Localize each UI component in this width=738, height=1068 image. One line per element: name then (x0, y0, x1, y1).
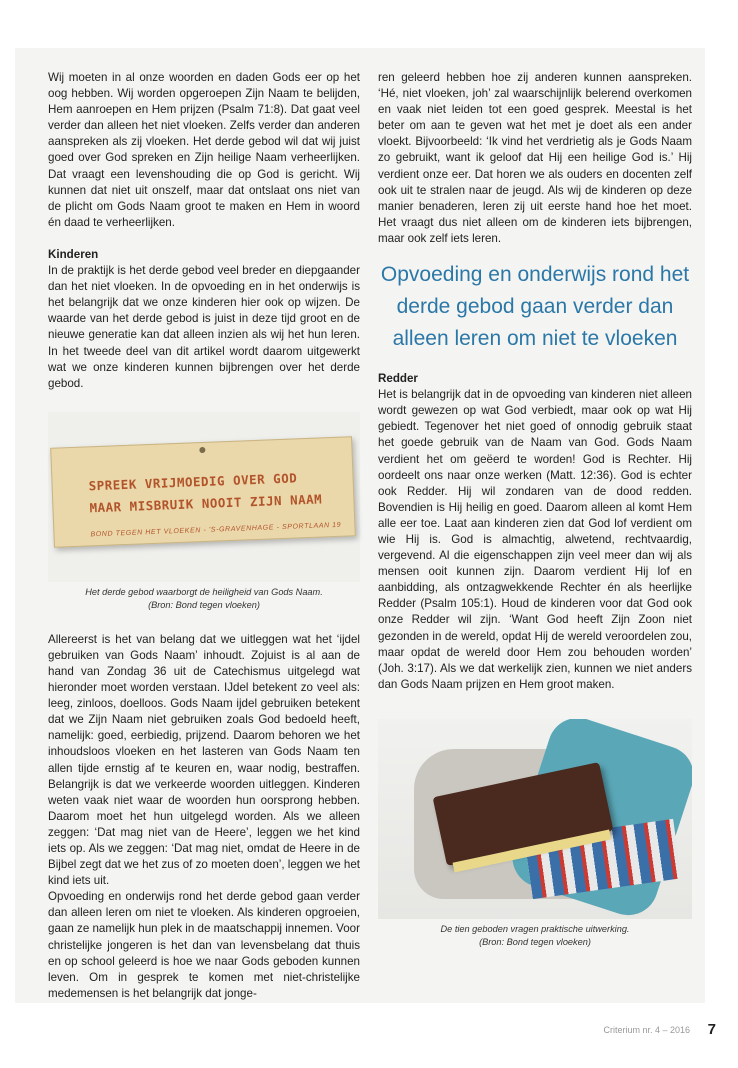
right-column (378, 70, 692, 949)
sign-line-2: MAAR MISBRUIK NOOIT ZIJN NAAM (89, 491, 323, 516)
opvoeding-paragraph: Opvoeding en onderwijs rond het derde gebod gaan verder dan alleen leren om niet te vloeken. Als kinderen opgroeien, gaan ze namelijk hun plek in de maatschappij innemen. Voor christelijke jongeren is het dan van levensbelang dat thuis en op school geleerd is hoe we naar Gods geboden kunnen leven. Om in gesprek te komen met niet-christelijke medemensen is het belangrijk dat jonge- (48, 890, 360, 1000)
kinderen-paragraph: In de praktijk is het derde gebod veel breder en diepgaander dan het niet vloeken. In de opvoeding en in het onderwijs is het belangrijk dat we onze kinderen hier ook op wijzen. De waarde van het derde gebod is juist in deze tijd groot en de nieuwe generatie kan dat alleen inzien als wij het hun leren. In het tweede deel van dit artikel wordt daarom uitgewerkt wat we onze kinderen kunnen bijbrengen over het derde gebod. (48, 264, 360, 390)
left-column (48, 70, 360, 1002)
bible-caption-line-2: (Bron: Bond tegen vloeken) (479, 936, 591, 947)
sign-hole (199, 447, 205, 453)
footer-journal: Criterium nr. 4 – 2016 (603, 1025, 690, 1035)
page-number: 7 (707, 1021, 716, 1038)
heading-kinderen: Kinderen (48, 247, 99, 261)
sign-caption-line-2: (Bron: Bond tegen vloeken) (148, 599, 260, 610)
pull-quote: Opvoeding en onderwijs rond het derde gebod gaan verder dan alleen leren om niet te vloeken (380, 263, 690, 351)
bible-photo (378, 719, 692, 919)
heading-redder: Redder (378, 372, 418, 386)
sign-board (50, 436, 356, 548)
continuation-paragraph: ren geleerd hebben hoe zij anderen kunnen aanspreken. ‘Hé, niet vloeken, joh’ zal waarschijnlijk belerend overkomen en vaak niet leiden tot een goed gesprek. Meestal is het beter om aan te geven wat het met je doet als een ander vloekt. Bijvoorbeeld: ‘Ik vind het verdrietig als je Gods Naam zo gebruikt, want ik geloof dat Hij een heilige God is.’ Hij verdient onze eer. Dat horen we als ouders en docenten zelf ook uit te stralen naar de jeugd. Als wij de kinderen op deze manier benaderen, leren zij uit eerste hand hoe het moet. Het vraagt dus niet alleen om de kinderen iets bijbrengen, maar ook zelf iets leren. (378, 71, 692, 245)
intro-paragraph: Wij moeten in al onze woorden en daden Gods eer op het oog hebben. Wij worden opgeroepen Zijn Naam te belijden, Hem aanroepen en Hem prijzen (Psalm 71:8). Dat gaat veel verder dan alleen het niet vloeken. Zelfs verder dan anderen aanspreken als zij vloeken. Het derde gebod wil dat wij juist goed over God spreken en Zijn heilige Naam verheerlijken. Dat vraagt een levenshouding die op God is gericht. Wij kunnen dat niet uit onszelf, maar dat ontslaat ons niet van de plicht om Gods Naam groot te maken en Hem in woord én daad te verheerlijken. (48, 71, 360, 229)
bible-caption-line-1: De tien geboden vragen praktische uitwerking. (440, 923, 630, 934)
sign-caption (48, 586, 360, 612)
redder-paragraph: Het is belangrijk dat in de opvoeding van kinderen niet alleen wordt gewezen op wat God verbiedt, maar ook op wat Hij gebiedt. Tegenover het niet goed of onnodig gebruik staat het goede gebruik van de Naam van God. Gods Naam verdient het om geëerd te worden! God is Rechter. Hij oordeelt ons naar onze werken (Matt. 12:36). God is echter ook Redder. Hij wil zondaren van de dood redden. Bovendien is Hij heilig en goed. Daarom alleen al komt Hem alle eer toe. Laat aan kinderen zien dat God lof verdient om wie Hij is. God is almachtig, alwetend, rechtvaardig, vergevend. Al die eigenschappen zijn veel meer dan wij als mensen ooit kunnen zijn. Daarom verdient Hij lof en aanbidding, als ontzagwekkende Rechter én als heerlijke Redder (Psalm 105:1). Houd de kinderen voor dat God ook onze Redder wil zijn. ‘Want God heeft Zijn Zoon niet gezonden in de wereld, opdat Hij de wereld veroordelen zou, maar opdat de wereld door Hem zou behouden worden’ (Joh. 3:17). Als we dat werkelijk zien, kunnen we niet anders dan Gods Naam prijzen en Hem groot maken. (378, 388, 692, 691)
sign-caption-line-1: Het derde gebod waarborgt de heiligheid van Gods Naam. (85, 586, 323, 597)
sign-photo (48, 412, 360, 582)
sign-small-text: BOND TEGEN HET VLOEKEN - 'S-GRAVENHAGE - SPORTLAAN 19 (90, 521, 342, 539)
bible-caption (378, 923, 692, 949)
ijdel-paragraph: Allereerst is het van belang dat we uitleggen wat het ‘ijdel gebruiken van Gods Naam’ inhoudt. Zojuist is al aan de hand van Zondag 36 uit de Catechismus uitgelegd wat hieronder moet worden verstaan. IJdel betekent zo veel als: leeg, zinloos, doelloos. Gods Naam ijdel gebruiken betekent dat we Zijn Naam niet gebruiken zoals God bedoeld heeft, namelijk: goed, eerbiedig, prijzend. Daarom behoren we het inhoudsloos vloeken en het lasteren van Gods Naam ten allen tijde ernstig af te keuren en, waar nodig, bestraffen. Belangrijk is dat we verkeerde woorden uitleggen. Kinderen weten vaak niet waar de woorden hun oorsprong hebben. Daarom moet het hun uitgelegd worden. Als we alleen zeggen: ‘Dat mag niet van de Heere’, leggen we het kind iets op. Als we zeggen: ‘Dat mag niet, omdat de Heere in de Bijbel zegt dat we het zus of zo moeten doen’, leggen we het kind iets uit. (48, 632, 360, 888)
sign-line-1: SPREEK VRIJMOEDIG OVER GOD (88, 470, 298, 494)
sign-text (88, 466, 322, 519)
